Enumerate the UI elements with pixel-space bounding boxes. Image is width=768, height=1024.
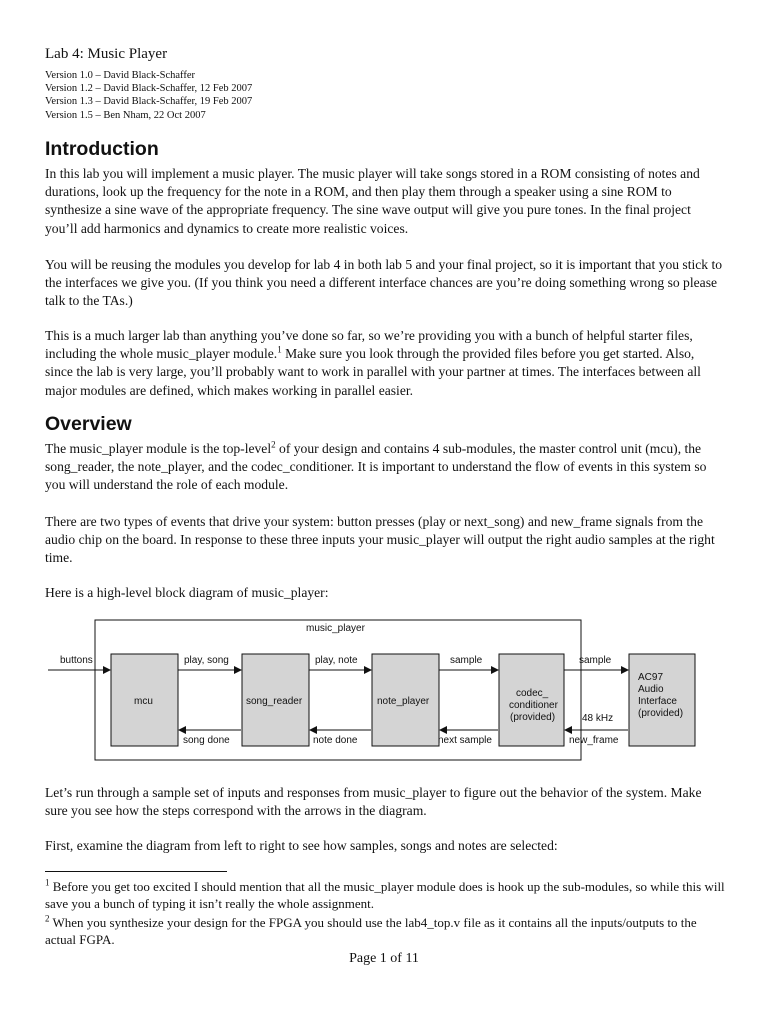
footnote-2-text: When you synthesize your design for the FPGA you should use the lab4_top.v file as it contains all the inputs/outputs to the actual FGPA. — [45, 915, 697, 947]
intro-p3-text-cont: Make sure you look through the provided files before you get started. Also, since the lab is very large, you’ll probably want to work in parallel with your partner at times. The interfaces between all major modules are defined, which makes working in parallel easier. — [45, 346, 701, 398]
note-done-label: note done — [313, 735, 358, 746]
footnote-ref-1[interactable]: 1 — [277, 344, 282, 355]
song-done-label: song done — [183, 735, 230, 746]
overview-paragraph-5: First, examine the diagram from left to right to see how samples, songs and notes are selected: — [45, 838, 558, 853]
frequency-label: 48 kHz — [582, 713, 614, 724]
block-diagram — [40, 614, 720, 764]
footnote-1-number: 1 — [45, 877, 50, 888]
footnote-ref-2[interactable]: 2 — [271, 439, 276, 450]
introduction-heading: Introduction — [45, 138, 159, 160]
footnote-divider — [45, 871, 227, 872]
overview-paragraph-4: Let’s run through a sample set of inputs and responses from music_player to figure out the behavior of the system. Make sure you see how the steps correspond with the arrows in the diagram. — [45, 785, 702, 819]
music-player-label: music_player — [306, 623, 365, 634]
ac97-label-2: Audio — [638, 684, 664, 695]
overview-p1-text: The music_player module is the top-level — [45, 441, 272, 456]
overview-p1-text-cont: of your design and contains 4 sub-modules, the master control unit (mcu), the song_reader, the note_player, and the codec_conditioner. It is important to understand the flow of events in this system so you will understand the role of each module. — [45, 441, 707, 493]
footnote-2 — [45, 914, 725, 948]
footnote-1 — [45, 878, 725, 912]
overview-paragraph-1 — [45, 440, 725, 495]
ac97-label-1: AC97 — [638, 672, 664, 683]
page-number: Page 1 of 11 — [349, 951, 419, 966]
intro-paragraph-2: You will be reusing the modules you develop for lab 4 in both lab 5 and your final project, so it is important that you stick to the interfaces we give you. (If you think you need a different interface chances are you’re doing something wrong so please talk to the TAs.) — [45, 257, 723, 309]
version-line: Version 1.3 – David Black-Schaffer, 19 Feb 2007 — [45, 96, 253, 108]
ac97-label-3: Interface — [638, 696, 677, 707]
note-player-label: note_player — [377, 696, 430, 707]
sample-in-label: sample — [450, 655, 483, 666]
mcu-label: mcu — [134, 696, 153, 707]
overview-paragraph-3: Here is a high-level block diagram of music_player: — [45, 585, 329, 600]
ac97-label-4: (provided) — [638, 708, 684, 719]
overview-heading: Overview — [45, 413, 132, 435]
version-line: Version 1.2 – David Black-Schaffer, 12 Feb 2007 — [45, 83, 253, 95]
version-history — [45, 69, 252, 122]
play-note-label: play, note — [315, 655, 358, 666]
intro-paragraph-1: In this lab you will implement a music player. The music player will take songs stored in a ROM consisting of notes and durations, look up the frequency for the note in a ROM, and then play them through a speaker using a sine ROM to synthesize a sine wave of the appropriate frequency. The sine wave output will give you pure tones. In the final project you’ll add harmonics and dynamics to create more realistic voices. — [45, 166, 700, 236]
codec-label-3: (provided) — [510, 712, 556, 723]
intro-paragraph-3 — [45, 327, 725, 400]
new-frame-label: new_frame — [569, 735, 619, 746]
codec-label-1: codec_ — [516, 688, 549, 699]
song-reader-label: song_reader — [246, 696, 303, 707]
buttons-signal-label: buttons — [60, 655, 93, 666]
footnote-2-number: 2 — [45, 913, 50, 924]
next-sample-label: next sample — [438, 735, 492, 746]
play-song-label: play, song — [184, 655, 229, 666]
overview-paragraph-2: There are two types of events that drive your system: button presses (play or next_song) and new_frame signals from the audio chip on the board. In response to these three inputs your music_player will output the right audio samples at the right time. — [45, 514, 715, 566]
sample-out-label: sample — [579, 655, 612, 666]
footnote-1-text: Before you get too excited I should mention that all the music_player module does is hook up the sub-modules, so while this will save you a bunch of typing it isn’t really the whole assignment. — [45, 879, 725, 911]
doc-title: Lab 4: Music Player — [45, 46, 168, 62]
intro-p3-text: This is a much larger lab than anything you’ve done so far, so we’re providing you with a bunch of helpful starter files, including the whole music_player module. — [45, 328, 693, 362]
codec-label-2: conditioner — [509, 700, 558, 711]
version-line: Version 1.0 – David Black-Schaffer — [45, 70, 195, 81]
version-line: Version 1.5 – Ben Nham, 22 Oct 2007 — [45, 109, 206, 121]
